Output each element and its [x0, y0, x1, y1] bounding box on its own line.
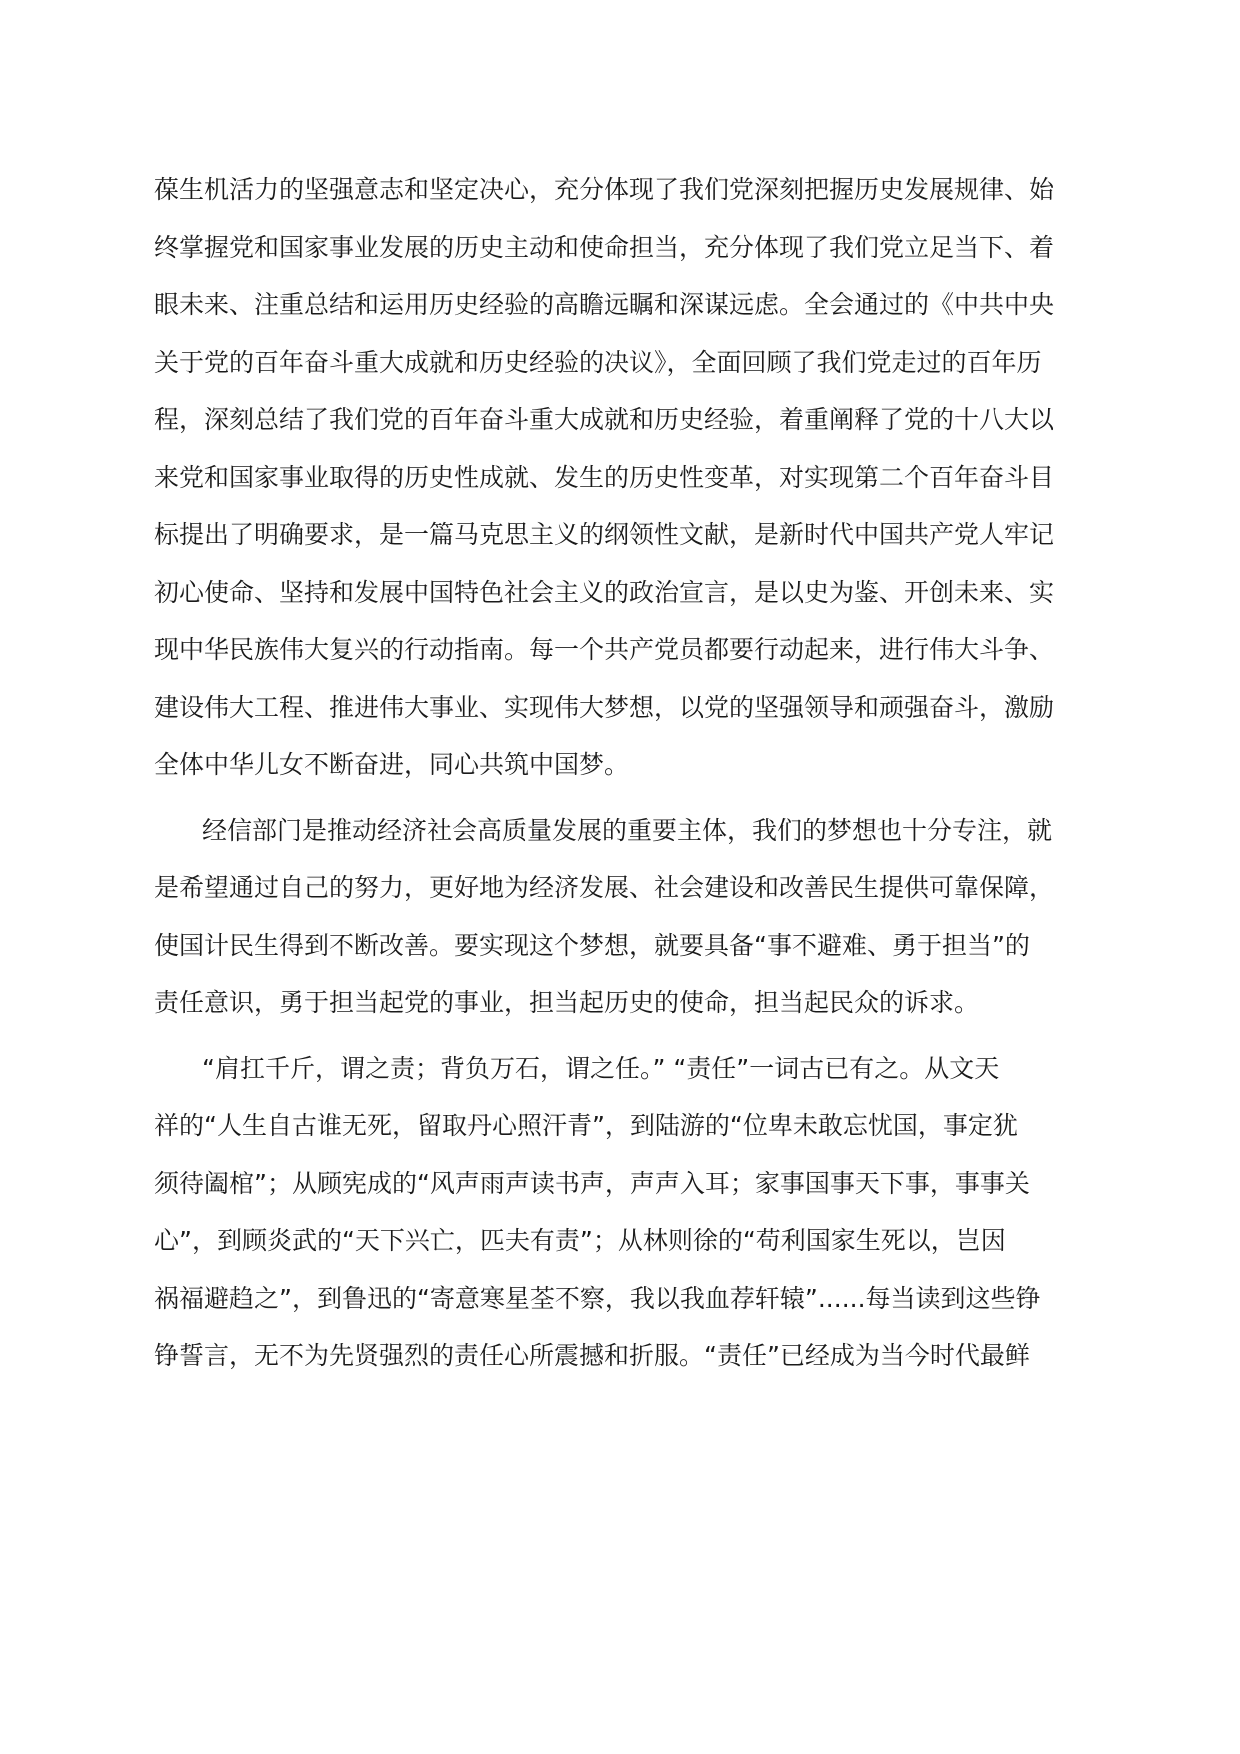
text-line: 程，深刻总结了我们党的百年奋斗重大成就和历史经验，着重阐释了党的十八大以 — [154, 405, 1055, 434]
text-line: 建设伟大工程、推进伟大事业、实现伟大梦想，以党的坚强领导和顽强奋斗，激励 — [154, 693, 1055, 722]
text-line: “肩扛千斤，谓之责；背负万石，谓之任。” “责任”一词古已有之。从文天 — [202, 1054, 1000, 1083]
text-line: 来党和国家事业取得的历史性成就、发生的历史性变革，对实现第二个百年奋斗目 — [154, 463, 1055, 492]
text-line: 关于党的百年奋斗重大成就和历史经验的决议》，全面回顾了我们党走过的百年历 — [154, 348, 1042, 377]
text-line: 经信部门是推动经济社会高质量发展的重要主体，我们的梦想也十分专注，就 — [202, 816, 1053, 845]
text-line: 铮誓言，无不为先贤强烈的责任心所震撼和折服。“责任”已经成为当今时代最鲜 — [154, 1341, 1030, 1370]
text-line: 心”，到顾炎武的“天下兴亡，匹夫有责”；从林则徐的“苟利国家生死以，岂因 — [154, 1226, 1006, 1255]
text-line: 使国计民生得到不断改善。要实现这个梦想，就要具备“事不避难、勇于担当”的 — [154, 931, 1030, 960]
text-line: 标提出了明确要求，是一篇马克思主义的纲领性文献，是新时代中国共产党人牢记 — [154, 520, 1055, 549]
text-line: 眼未来、注重总结和运用历史经验的高瞻远瞩和深谋远虑。全会通过的《中共中央 — [154, 290, 1055, 319]
text-line: 祥的“人生自古谁无死，留取丹心照汗青”，到陆游的“位卑未敢忘忧国，事定犹 — [154, 1111, 1018, 1140]
text-line: 是希望通过自己的努力，更好地为经济发展、社会建设和改善民生提供可靠保障， — [154, 873, 1055, 902]
text-line: 葆生机活力的坚强意志和坚定决心，充分体现了我们党深刻把握历史发展规律、始 — [154, 175, 1055, 204]
text-line: 终掌握党和国家事业发展的历史主动和使命担当，充分体现了我们党立足当下、着 — [154, 233, 1055, 262]
text-line: 须待阖棺”；从顾宪成的“风声雨声读书声，声声入耳；家事国事天下事，事事关 — [154, 1169, 1030, 1198]
text-line: 现中华民族伟大复兴的行动指南。每一个共产党员都要行动起来，进行伟大斗争、 — [154, 635, 1055, 664]
text-line: 责任意识，勇于担当起党的事业，担当起历史的使命，担当起民众的诉求。 — [154, 988, 980, 1017]
text-line: 初心使命、坚持和发展中国特色社会主义的政治宣言，是以史为鉴、开创未来、实 — [154, 578, 1055, 607]
text-line: 全体中华儿女不断奋进，同心共筑中国梦。 — [154, 750, 630, 779]
text-line: 祸福避趋之”，到鲁迅的“寄意寒星荃不察，我以我血荐轩辕”......每当读到这些铮 — [154, 1284, 1041, 1313]
